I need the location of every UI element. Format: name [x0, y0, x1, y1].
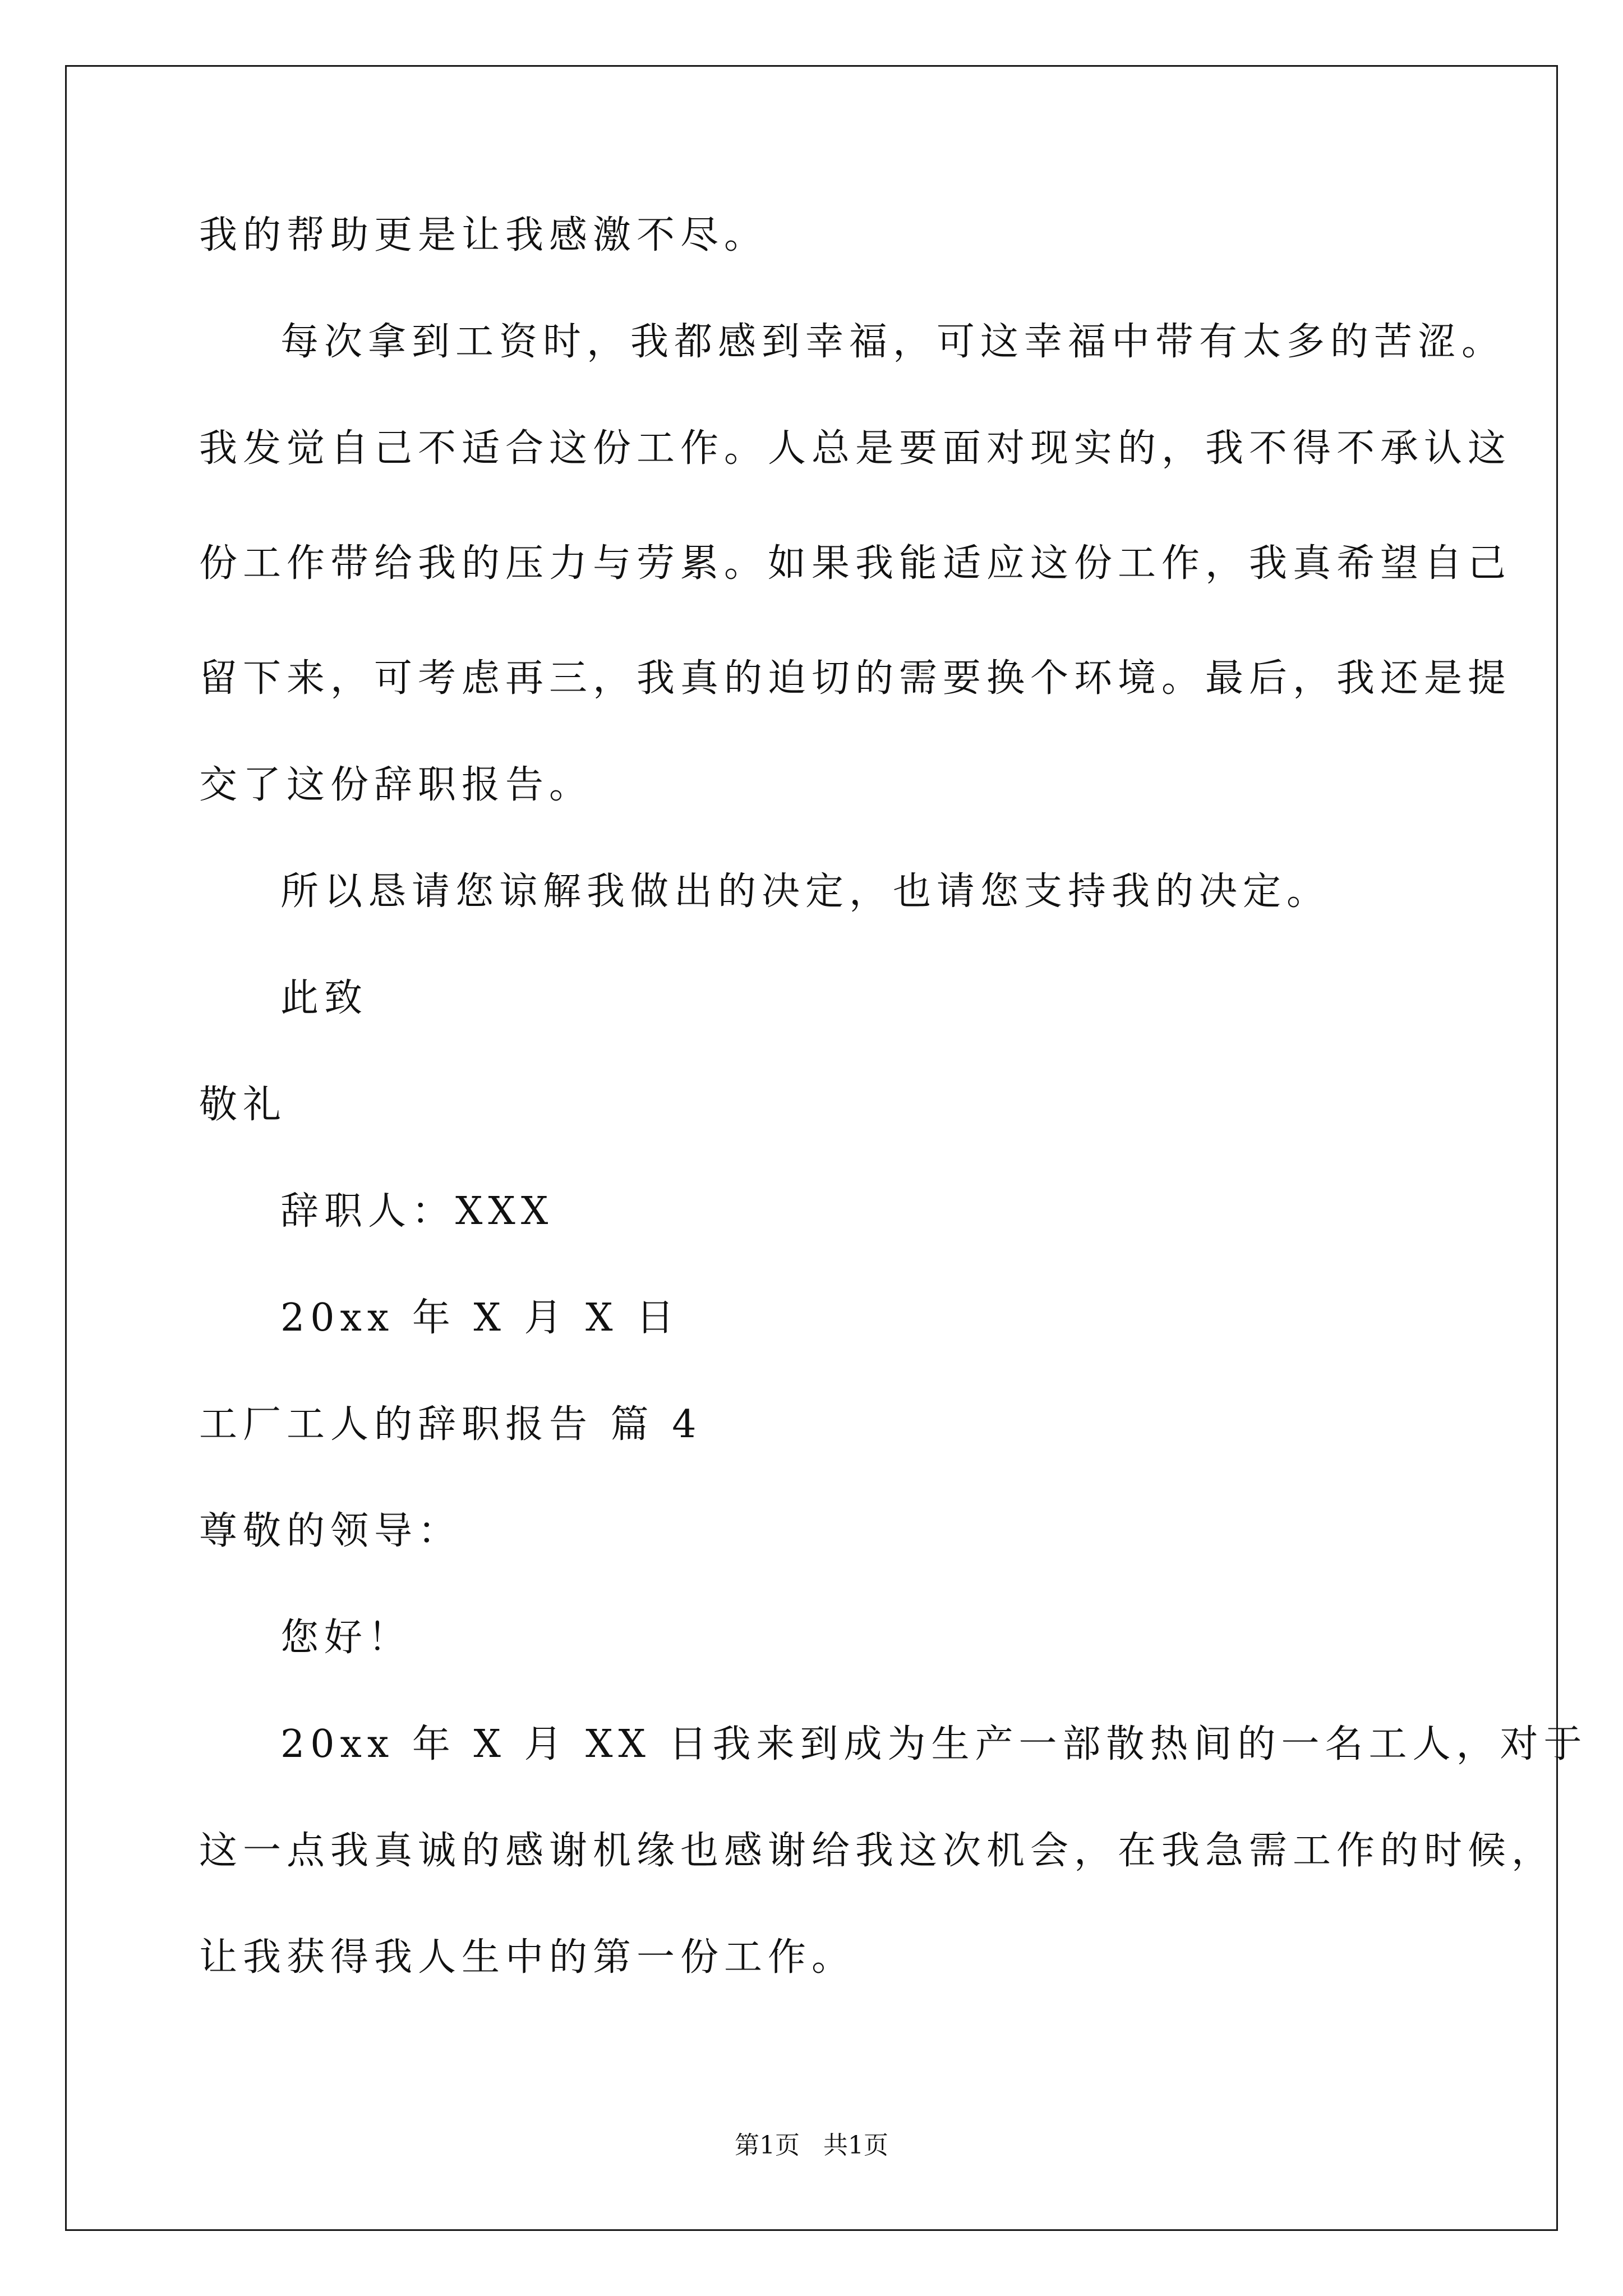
- paragraph-line: 份工作带给我的压力与劳累。如果我能适应这份工作，我真希望自己: [199, 541, 1512, 586]
- paragraph-line: 交了这份辞职报告。: [199, 763, 593, 807]
- paragraph-line: 我发觉自己不适合这份工作。人总是要面对现实的，我不得不承认这: [199, 426, 1512, 471]
- page-border: [65, 65, 1558, 2231]
- page-footer: 第1页 共1页: [735, 2131, 888, 2160]
- paragraph-line: 20xx 年 X 月 XX 日我来到成为生产一部散热间的一名工人，对于: [280, 1722, 1588, 1766]
- paragraph-line: 我的帮助更是让我感激不尽。: [199, 213, 768, 257]
- date-line: 20xx 年 X 月 X 日: [280, 1296, 680, 1340]
- paragraph-line: 留下来，可考虑再三，我真的迫切的需要换个环境。最后，我还是提: [199, 656, 1512, 701]
- paragraph-line: 让我获得我人生中的第一份工作。: [199, 1935, 856, 1980]
- paragraph-line: 这一点我真诚的感谢机缘也感谢给我这次机会，在我急需工作的时候，: [199, 1829, 1556, 1873]
- greeting-line: 尊敬的领导：: [199, 1509, 462, 1553]
- greeting-hello: 您好！: [280, 1616, 412, 1660]
- closing-salutation: 此致: [280, 976, 368, 1020]
- signature-line: 辞职人：XXX: [280, 1189, 554, 1234]
- closing-regards: 敬礼: [199, 1083, 287, 1127]
- paragraph-line: 每次拿到工资时，我都感到幸福，可这幸福中带有太多的苦涩。: [280, 320, 1506, 364]
- section-heading: 工厂工人的辞职报告 篇 4: [199, 1402, 702, 1447]
- paragraph-line: 所以恳请您谅解我做出的决定，也请您支持我的决定。: [280, 869, 1331, 914]
